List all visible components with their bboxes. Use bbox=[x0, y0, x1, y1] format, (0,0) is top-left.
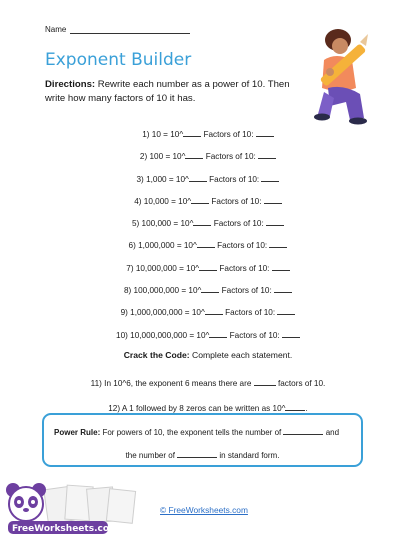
problem-row: 7) 10,000,000 = 10^ Factors of 10: bbox=[70, 262, 346, 284]
problem-row: 3) 1,000 = 10^ Factors of 10: bbox=[70, 173, 346, 195]
factors-blank[interactable] bbox=[256, 128, 274, 137]
exponent-blank[interactable] bbox=[183, 128, 201, 137]
power-rule-blank-2[interactable] bbox=[177, 449, 217, 458]
exponent-blank[interactable] bbox=[189, 173, 207, 182]
exponent-blank[interactable] bbox=[197, 239, 215, 248]
problem-row: 5) 100,000 = 10^ Factors of 10: bbox=[70, 217, 346, 239]
factors-blank[interactable] bbox=[266, 217, 284, 226]
factors-blank[interactable] bbox=[282, 329, 300, 338]
page-title: Exponent Builder bbox=[45, 50, 192, 70]
exponent-blank[interactable] bbox=[185, 150, 203, 159]
exponent-blank[interactable] bbox=[199, 262, 217, 271]
power-rule-box bbox=[42, 413, 363, 467]
factors-blank[interactable] bbox=[277, 306, 295, 315]
freeworksheets-logo bbox=[4, 480, 144, 538]
factors-blank[interactable] bbox=[272, 262, 290, 271]
factors-blank[interactable] bbox=[258, 150, 276, 159]
exponent-blank[interactable] bbox=[193, 217, 211, 226]
directions-text: Rewrite each number as a power of 10. Then write how many factors of 10 it has. bbox=[45, 79, 290, 104]
exponent-blank[interactable] bbox=[205, 306, 223, 315]
directions bbox=[45, 78, 303, 106]
problem-row: 6) 1,000,000 = 10^ Factors of 10: bbox=[70, 239, 346, 261]
problem-row: 10) 10,000,000,000 = 10^ Factors of 10: bbox=[70, 329, 346, 351]
girl-with-pencil-illustration bbox=[300, 22, 380, 127]
factors-blank[interactable] bbox=[269, 239, 287, 248]
exponent-blank[interactable] bbox=[209, 329, 227, 338]
name-label: Name bbox=[45, 25, 67, 34]
statement-12: 12) A 1 followed by 8 zeros can be written as 10^ . bbox=[108, 404, 308, 413]
problem-row: 4) 10,000 = 10^ Factors of 10: bbox=[70, 195, 346, 217]
problem-row: 2) 100 = 10^ Factors of 10: bbox=[70, 150, 346, 172]
problem-row: 1) 10 = 10^ Factors of 10: bbox=[70, 128, 346, 150]
power-rule-line-2: the number of in standard form. bbox=[125, 451, 280, 460]
statement-12-blank[interactable] bbox=[285, 402, 305, 411]
statement-11: 11) In 10^6, the exponent 6 means there are factors of 10. bbox=[90, 379, 326, 388]
power-rule-line-1: Power Rule: For powers of 10, the exponent tells the number of and bbox=[54, 428, 340, 437]
power-rule-blank-1[interactable] bbox=[283, 426, 323, 435]
exponent-blank[interactable] bbox=[201, 284, 219, 293]
statement-11-blank[interactable] bbox=[254, 377, 276, 386]
factors-blank[interactable] bbox=[264, 195, 282, 204]
factors-blank[interactable] bbox=[261, 173, 279, 182]
problem-row: 8) 100,000,000 = 10^ Factors of 10: bbox=[70, 284, 346, 306]
power-rule-label: Power Rule: bbox=[54, 428, 101, 437]
crack-text: Complete each statement. bbox=[191, 350, 293, 360]
name-blank[interactable] bbox=[70, 25, 190, 34]
factors-blank[interactable] bbox=[274, 284, 292, 293]
problem-row: 9) 1,000,000,000 = 10^ Factors of 10: bbox=[70, 306, 346, 328]
logo-text: FreeWorksheets.com bbox=[12, 524, 119, 534]
footer-link[interactable]: © FreeWorksheets.com bbox=[160, 505, 248, 515]
exponent-blank[interactable] bbox=[191, 195, 209, 204]
crack-the-code-heading bbox=[0, 350, 416, 360]
problem-list bbox=[70, 128, 346, 351]
directions-label: Directions: bbox=[45, 79, 96, 90]
name-field-row bbox=[45, 25, 190, 34]
crack-label: Crack the Code: bbox=[123, 350, 190, 360]
